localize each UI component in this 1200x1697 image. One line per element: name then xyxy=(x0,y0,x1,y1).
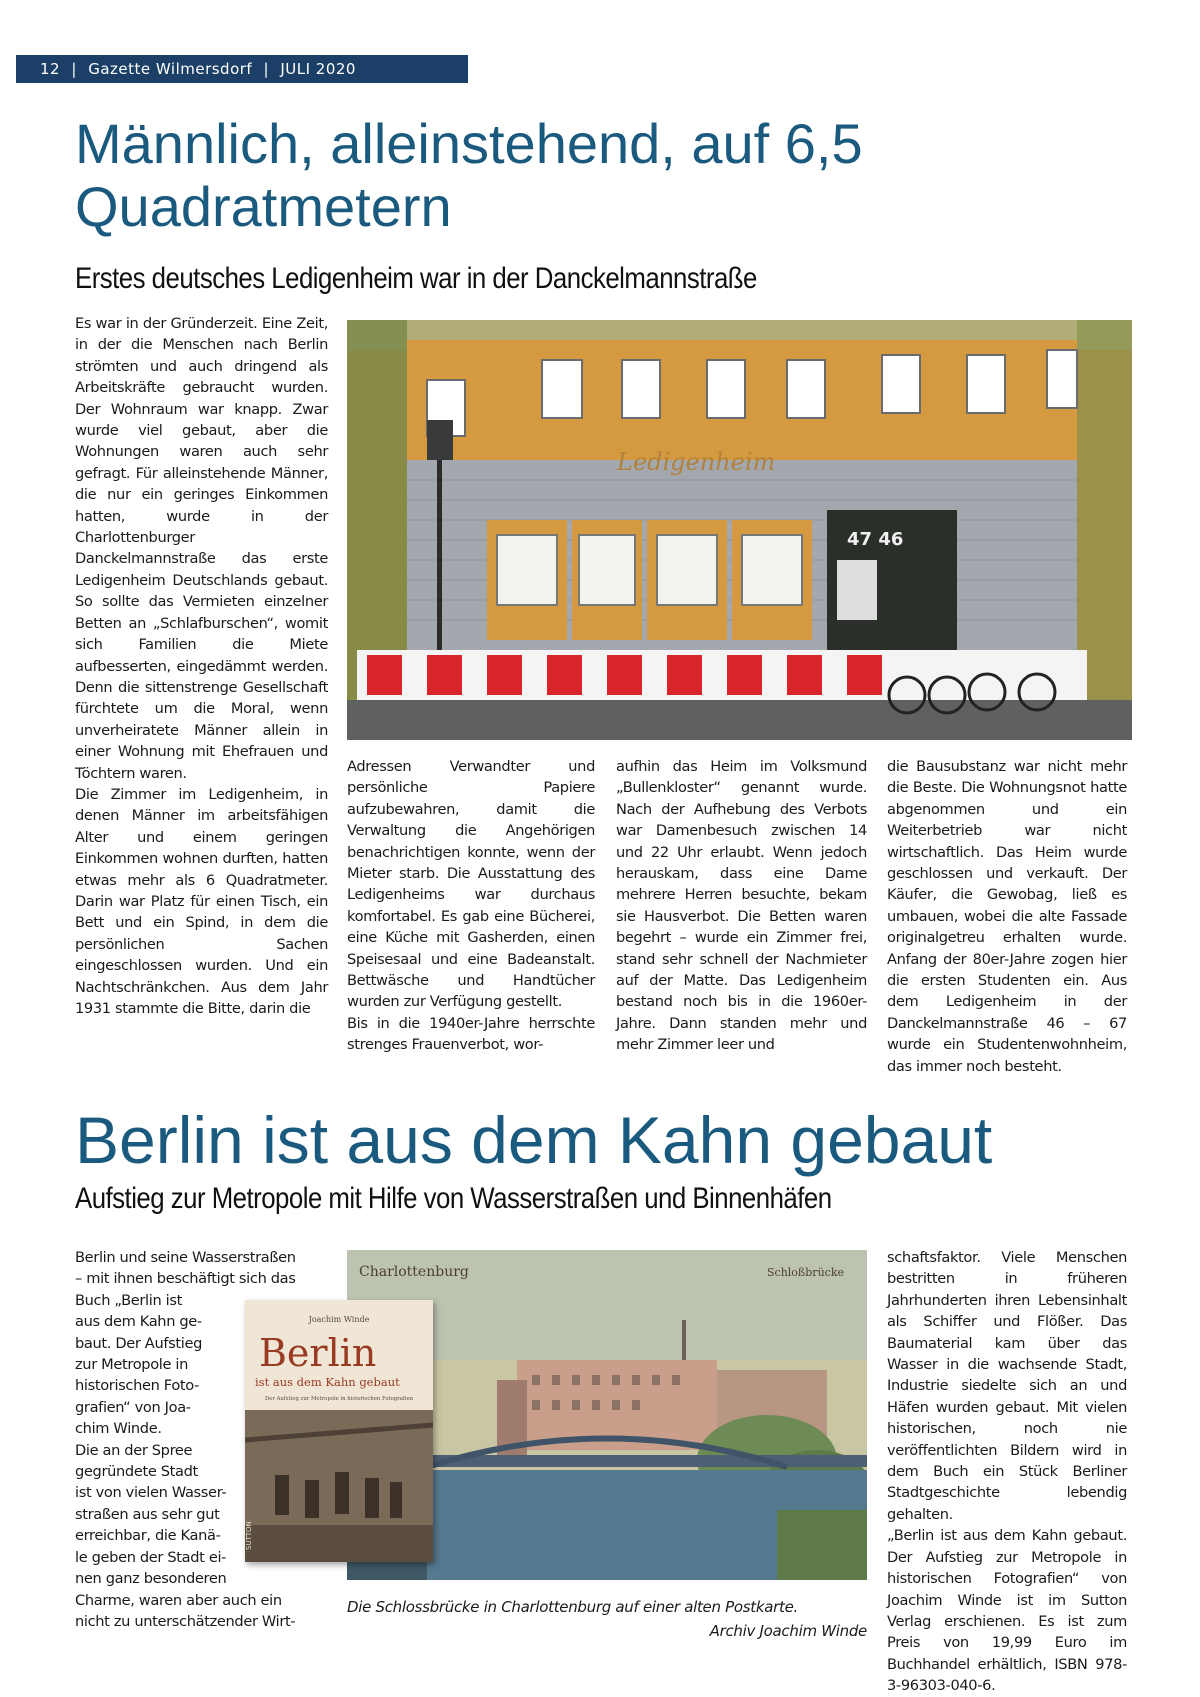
article1-paragraph: aufhin das Heim im Volksmund „Bullenkloster“ genannt wurde. Nach der Aufhebung des Verbots war Damenbesuch zwischen 14 und 22 Uhr erlaubt. Wenn jedoch herauskam, dass eine Dame mehrere Herren besuchte, bekam sie Hausverbot. Die Betten waren begehrt – wurde ein Zimmer frei, stand sehr schnell der Nachmieter auf der Matte. Das Ledigenheim bestand noch bis in die 1960er-Jahre. Dann standen mehr und mehr Zimmer leer und xyxy=(616,758,867,1054)
article2-line: Charme, waren aber auch ein xyxy=(75,1591,282,1609)
book-publisher: SUTTON xyxy=(245,1521,253,1550)
article2-line: chim Winde. xyxy=(75,1420,162,1438)
article1-title xyxy=(75,112,1135,238)
article1-column-4 xyxy=(887,756,1127,1077)
publication-name: Gazette Wilmersdorf xyxy=(88,60,253,78)
house-number: 47 46 xyxy=(847,529,904,550)
article2-line: Berlin und seine Wasserstraßen xyxy=(75,1249,296,1266)
article2-paragraph: „Berlin ist aus dem Kahn gebaut. Der Aufstieg zur Metropole in historischen Fotografien“ von Joachim Winde ist im Sutton Verlag erschienen. Es ist zum Preis von 19,99 Euro im Buchhandel erhältlich, ISBN 978-3-96303-040-6. xyxy=(887,1527,1127,1695)
article2-line: nen ganz besonderen xyxy=(75,1570,227,1588)
postcard-label-right: Schloßbrücke xyxy=(767,1266,844,1279)
photo-credit: Archiv Joachim Winde xyxy=(709,1622,867,1640)
book-tagline: Der Aufstieg zur Metropole in historischen Fotografien xyxy=(265,1396,413,1402)
article1-paragraph: Die Zimmer im Ledigenheim, in denen Männer im arbeitsfähigen Alter und einem geringen Einkommen wohnen durften, hatten etwas mehr als 6 Quadratmeter. Darin war Platz für einen Tisch, ein Bett und ein Spind, in dem die persönlichen Sachen eingeschlossen wurden. Und ein Nachtschränkchen. Aus dem Jahr 1931 stammte die Bitte, darin die xyxy=(75,785,328,1017)
article1-title-line2: Quadratmetern xyxy=(75,175,452,238)
article1-paragraph: die Bausubstanz war nicht mehr die Beste. Die Wohnungsnot hatte abgenommen und ein Weiterbetrieb war nicht wirtschaftlich. Das Heim wurde geschlossen und verkauft. Der Käufer, die Gewobag, ließ es umbauen, wobei die alte Fassade originalgetreu erhalten wurde. Anfang der 80er-Jahre zogen hier die ersten Studenten ein. Aus dem Ledigenheim in der Danckelmannstraße 46 – 67 wurde ein Studentenwohnheim, das immer noch besteht. xyxy=(887,758,1127,1075)
article2-line: aus dem Kahn ge- xyxy=(75,1313,202,1331)
article2-line: nicht zu unterschätzender Wirt- xyxy=(75,1612,296,1630)
article1-title-line1: Männlich, alleinstehend, auf 6,5 xyxy=(75,112,863,175)
article2-subtitle: Aufstieg zur Metropole mit Hilfe von Wasserstraßen und Binnenhäfen xyxy=(75,1182,832,1215)
article2-line: erreichbar, die Kanä- xyxy=(75,1527,221,1545)
page-header-bar xyxy=(16,55,468,83)
book-subtitle: ist aus dem Kahn gebaut xyxy=(255,1375,400,1389)
article2-line: grafien“ von Joa- xyxy=(75,1398,191,1416)
article2-line: Buch „Berlin ist xyxy=(75,1291,182,1309)
article1-paragraph: Bis in die 1940er-Jahre herrschte strenges Frauenverbot, wor- xyxy=(347,1014,595,1054)
article1-column-3 xyxy=(616,756,867,1056)
article1-column-2 xyxy=(347,756,595,1056)
article2-paragraph: schaftsfaktor. Viele Menschen bestritten in früheren Jahrhunderten ihren Lebensinhalt als Schiffer und Flößer. Das Baumaterial kam über das Wasser in die wachsende Stadt, Industrie siedelte sich an und Häfen wurden gebaut. Mit vielen historischen, noch nie veröffentlichten Bildern wird in dem Buch ein Stück Berliner Stadtgeschichte lebendig gehalten. xyxy=(887,1249,1127,1523)
article2-column-4 xyxy=(887,1247,1127,1697)
article2-title: Berlin ist aus dem Kahn gebaut xyxy=(75,1103,993,1177)
article2-line: historischen Foto- xyxy=(75,1377,200,1395)
article2-line: le geben der Stadt ei- xyxy=(75,1548,227,1566)
article1-paragraph: Adressen Verwandter und persönliche Papiere aufzubewahren, damit die Verwaltung die Angehörigen benachrichtigen konnte, wenn der Mieter starb. Die Ausstattung des Ledigenheims war durchaus komfortabel. Es gab eine Bücherei, eine Küche mit Gasherden, einen Speisesaal und eine Badeanstalt. Bettwäsche und Handtücher wurden zur Verfügung gestellt. xyxy=(347,758,595,1011)
article1-subtitle: Erstes deutsches Ledigenheim war in der Danckelmannstraße xyxy=(75,262,757,295)
book-title: Berlin xyxy=(259,1331,377,1375)
article2-line: gegründete Stadt xyxy=(75,1463,198,1481)
article1-paragraph: Es war in der Gründerzeit. Eine Zeit, in der die Menschen nach Berlin strömten und auch dringend als Arbeitskräfte gebraucht wurden. Der Wohnraum war knapp. Zwar wurde viel gebaut, aber die Wohnungen waren auch sehr gefragt. Für alleinstehende Männer, die nur ein geringes Einkommen hatten, wurde in der Charlottenburger Danckelmannstraße das erste Ledigenheim Deutschlands gebaut. So sollte das Vermieten einzelner Betten an „Schlafburschen“, womit sich Familien die Miete aufbesserten, eingedämmt werden. Denn die sittenstrenge Gesellschaft fürchtete um die Moral, wenn unverheiratete Männer allein in einer Wohnung mit Ehefrauen und Töchtern waren. xyxy=(75,315,328,782)
article1-column-1 xyxy=(75,313,328,1019)
article2-line: baut. Der Aufstieg xyxy=(75,1334,203,1352)
article2-line: – mit ihnen beschäftigt sich das xyxy=(75,1270,296,1288)
article2-line: Die an der Spree xyxy=(75,1441,193,1459)
postcard-caption: Die Schlossbrücke in Charlottenburg auf einer alten Postkarte. xyxy=(347,1598,799,1616)
ledigenheim-photo xyxy=(347,320,1132,740)
header-separator: | xyxy=(71,60,77,78)
article2-line: ist von vielen Wasser- xyxy=(75,1484,227,1502)
postcard-label-left: Charlottenburg xyxy=(359,1264,469,1280)
article2-line: zur Metropole in xyxy=(75,1356,189,1374)
book-author: Joachim Winde xyxy=(308,1315,370,1324)
facade-sign-text: Ledigenheim xyxy=(617,448,776,476)
header-separator: | xyxy=(263,60,270,78)
page-number: 12 xyxy=(40,60,61,78)
article2-line: straßen aus sehr gut xyxy=(75,1505,220,1523)
book-cover xyxy=(245,1300,433,1562)
issue-date: JULI 2020 xyxy=(280,60,356,78)
